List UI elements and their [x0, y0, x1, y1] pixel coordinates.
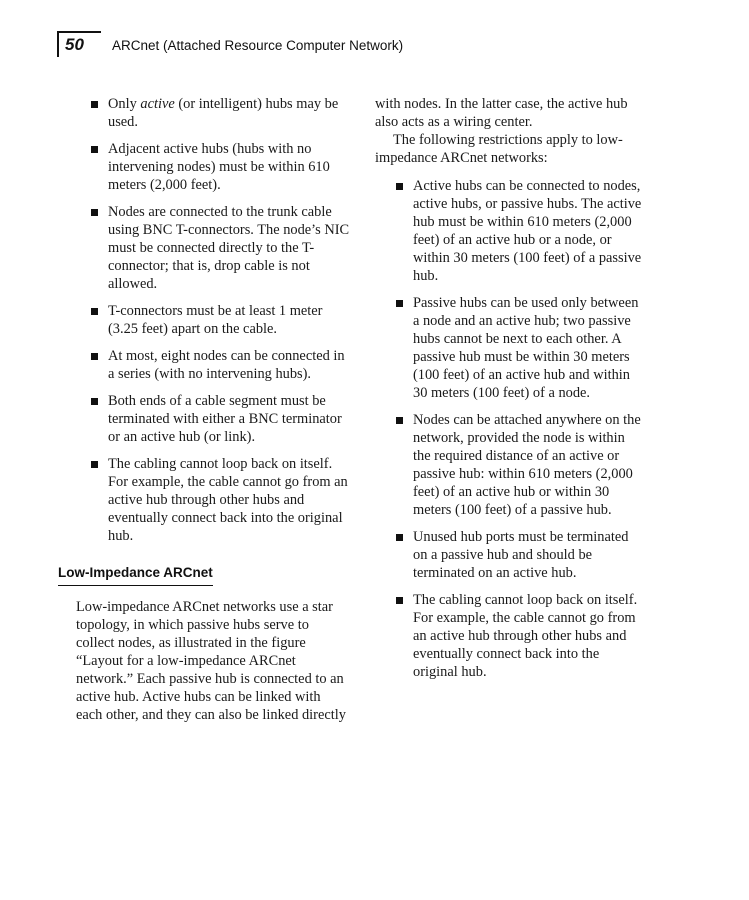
list-item [393, 591, 645, 681]
bullet-text [108, 95, 350, 131]
bullet-text: Nodes can be attached anywhere on the network, provided the node is within the required distance of an active or passive hub: within 610 meters (2,000 feet) of an active hub or within 30 meters (100 feet) of a passive hub. [413, 412, 641, 518]
square-bullet-icon [91, 101, 98, 108]
header-rule-horizontal [57, 31, 101, 33]
spacer [375, 167, 645, 177]
list-item [88, 455, 350, 545]
square-bullet-icon [91, 308, 98, 315]
bullet-text: Nodes are connected to the trunk cable using BNC T-connectors. The node’s NIC must be connected directly to the T-connector; that is, drop cable is not allowed. [108, 204, 350, 292]
square-bullet-icon [91, 146, 98, 153]
list-item [88, 392, 350, 446]
list-item [393, 177, 645, 285]
bullet-text: Active hubs can be connected to nodes, active hubs, or passive hubs. The active hub must be within 610 meters (2,000 feet) of an active hub or a node, or within 30 meters (100 feet) of a passive hub. [413, 178, 642, 284]
bullet-text-emphasis: active [140, 96, 175, 112]
bullet-text: T-connectors must be at least 1 meter (3.25 feet) apart on the cable. [108, 303, 323, 337]
square-bullet-icon [396, 597, 403, 604]
bullet-text: Unused hub ports must be terminated on a passive hub and should be terminated on an active hub. [413, 529, 629, 581]
list-item [393, 411, 645, 519]
square-bullet-icon [91, 209, 98, 216]
list-item [88, 140, 350, 194]
list-item [393, 528, 645, 582]
continuation-paragraph: with nodes. In the latter case, the active hub also acts as a wiring center. [375, 96, 628, 130]
bullet-text: The cabling cannot loop back on itself. For example, the cable cannot go from an active hub through other hubs and eventually connect back into the original hub. [108, 456, 348, 544]
square-bullet-icon [396, 183, 403, 190]
square-bullet-icon [91, 461, 98, 468]
square-bullet-icon [396, 300, 403, 307]
square-bullet-icon [396, 417, 403, 424]
running-title: ARCnet (Attached Resource Computer Network) [112, 38, 404, 53]
left-bullet-list [58, 95, 350, 545]
header-rule-vertical [57, 31, 59, 57]
bullet-text: Passive hubs can be used only between a node and an active hub; two passive hubs cannot be next to each other. A passive hub must be within 30 meters (100 feet) of an active hub and within 30 meters (100 feet) of a node. [413, 295, 639, 401]
square-bullet-icon [396, 534, 403, 541]
intro-paragraph: The following restrictions apply to low-impedance ARCnet networks: [375, 132, 623, 166]
bullet-text-rest: (or intelligent) hubs may be used. [108, 96, 339, 130]
section-heading: Low-Impedance ARCnet [58, 564, 213, 586]
list-item [88, 302, 350, 338]
bullet-text: At most, eight nodes can be connected in a series (with no intervening hubs). [108, 348, 345, 382]
right-bullet-list [375, 177, 645, 681]
right-column [375, 95, 645, 690]
list-item [88, 347, 350, 383]
bullet-text: The cabling cannot loop back on itself. For example, the cable cannot go from an active hub through other hubs and eventually connect back into the original hub. [413, 592, 638, 680]
list-item [88, 95, 350, 131]
page-number: 50 [65, 35, 84, 54]
section-paragraph: Low-impedance ARCnet networks use a star topology, in which passive hubs serve to collect nodes, as illustrated in the figure “Layout for a low-impedance ARCnet network.” Each passive hub is connected to an active hub. Active hubs can be linked with each other, and they can also be linked directly [76, 599, 346, 723]
bullet-text: Both ends of a cable segment must be terminated with either a BNC terminator or an active hub (or link). [108, 393, 342, 445]
bullet-text-lead: Only [108, 96, 141, 112]
bullet-text: Adjacent active hubs (hubs with no intervening nodes) must be within 610 meters (2,000 feet). [108, 141, 330, 193]
list-item [88, 203, 350, 293]
list-item [393, 294, 645, 402]
left-column [58, 95, 350, 724]
square-bullet-icon [91, 398, 98, 405]
square-bullet-icon [91, 353, 98, 360]
